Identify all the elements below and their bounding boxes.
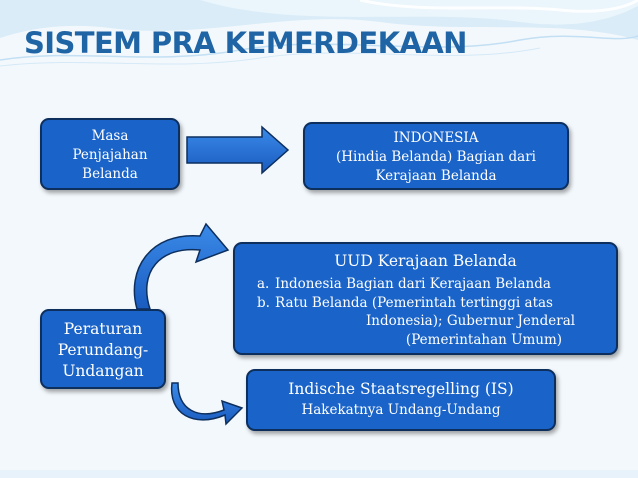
list-item-text: Indonesia Bagian dari Kerajaan Belanda: [275, 276, 551, 292]
node-list: [235, 275, 616, 312]
curved-arrow-up-icon: [134, 224, 228, 309]
list-item-text: Ratu Belanda (Pemerintah tertinggi atas: [275, 294, 553, 311]
node-line: Kerajaan Belanda: [375, 168, 497, 184]
node-indische-staatsregelling: [246, 369, 556, 431]
slide-title: SISTEM PRA KEMERDEKAAN: [24, 26, 467, 60]
curved-arrow-down-icon: [172, 383, 242, 424]
node-line: Perundang-: [57, 341, 149, 359]
node-uud-kerajaan-belanda: [233, 242, 618, 355]
list-marker: a.: [257, 276, 270, 292]
node-peraturan-perundang-undangan: [40, 309, 166, 389]
list-item: [257, 275, 616, 294]
block-arrow-right-icon: [187, 127, 288, 173]
list-item-continuation: (Pemerintahan Umum): [405, 331, 563, 348]
node-subtitle: Hakekatnya Undang-Undang: [301, 402, 501, 418]
node-line: Penjajahan: [72, 147, 148, 163]
list-item: [257, 294, 616, 313]
node-line: Masa: [91, 128, 129, 144]
node-masa-penjajahan: [40, 118, 180, 190]
list-item-continuation: Indonesia); Gubernur Jenderal: [365, 313, 576, 329]
node-line: Undangan: [62, 362, 144, 380]
node-line: Peraturan: [63, 320, 143, 338]
node-title: UUD Kerajaan Belanda: [334, 252, 517, 270]
node-indonesia: [303, 122, 569, 190]
node-line: Belanda: [82, 166, 138, 182]
node-line: INDONESIA: [393, 130, 479, 146]
list-marker: b.: [257, 294, 270, 311]
node-line: (Hindia Belanda) Bagian dari: [336, 149, 536, 165]
node-title: Indische Staatsregelling (IS): [288, 380, 514, 398]
